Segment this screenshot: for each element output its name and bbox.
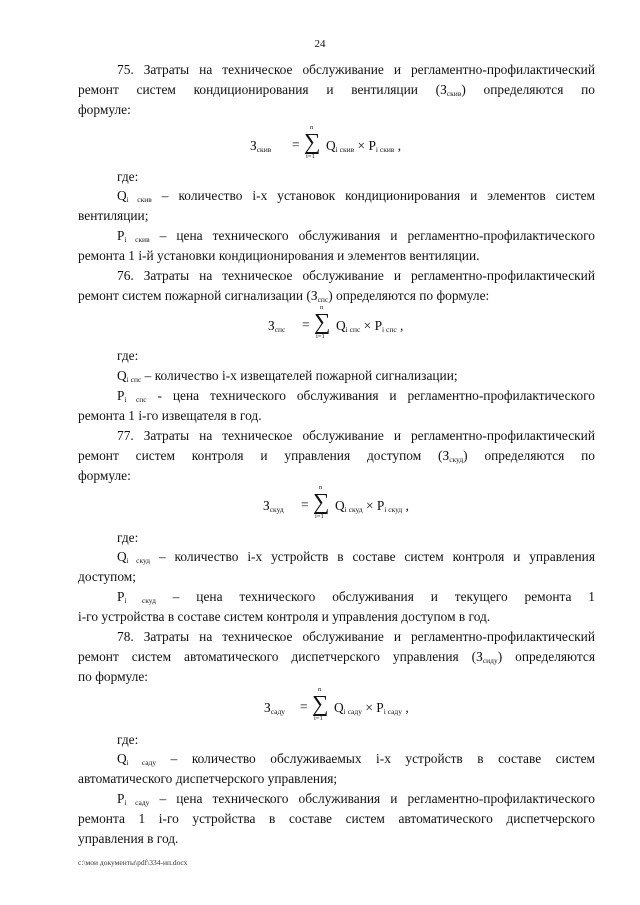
equals-sign: =	[302, 317, 310, 332]
definition-p-77: $P_{i скуд}$ – цена технического обслуживания и текущего ремонта 1	[117, 589, 596, 605]
definition-p-75: $P_{i скив}$ – цена технического обслуживания и регламентно-профилактического	[117, 228, 595, 244]
section-77-line-1: 77. Затраты на техническое обслуживание и регламентно-профилактический	[117, 428, 595, 443]
formula-body: $Q_{i саду} \times P_{i саду}$ ,	[334, 700, 409, 716]
footer-file-path: c:\мои документы\pdf\334-ип.docx	[78, 858, 188, 867]
definition-q-78: $Q_{i саду}$ – количество обслуживаемых i-х устройств в составе систем	[117, 751, 595, 767]
definition-p-78-cont: ремонта 1 i-го устройства в составе систем автоматического диспетчерского	[78, 811, 595, 826]
formula-lhs: $З_{спс}$	[268, 318, 286, 334]
definition-q-78-cont: автоматического диспетчерского управления;	[78, 771, 338, 786]
section-78-line-2: ремонт систем автоматического диспетчерского управления $(З_{сиду})$ определяются	[78, 649, 595, 665]
sum-upper-limit: n	[320, 304, 324, 311]
sigma-icon: ∑	[304, 129, 321, 154]
definition-p-76-cont: ремонта 1 i-го извещателя в год.	[78, 408, 262, 423]
equals-sign: =	[301, 497, 309, 512]
where-label-76: где:	[117, 348, 139, 363]
formula-76	[0, 304, 640, 344]
definition-p-76: $P_{i спс}$ - цена технического обслуживания и регламентно-профилактического	[117, 388, 595, 404]
sigma-icon: ∑	[312, 691, 329, 716]
formula-77	[0, 484, 640, 524]
section-75-line-3: формуле:	[78, 102, 131, 117]
section-75-line-1: 75. Затраты на техническое обслуживание и регламентно-профилактический	[117, 62, 595, 77]
definition-q-75: $Q_{i скив}$ – количество i-х установок кондиционирования и элементов систем	[117, 188, 595, 204]
equals-sign: =	[300, 699, 308, 714]
formula-75	[0, 124, 640, 164]
section-78-line-1: 78. Затраты на техническое обслуживание и регламентно-профилактический	[117, 629, 595, 644]
where-label-75: где:	[117, 169, 139, 184]
definition-p-75-cont: ремонта 1 i-й установки кондиционирования и элементов вентиляции.	[78, 248, 480, 263]
section-78-line-3: по формуле:	[78, 669, 148, 684]
definition-p-77-cont: i-го устройства в составе систем контроля и управления доступом в год.	[78, 609, 491, 624]
definition-q-76: $Q_{i спс}$ – количество i-х извещателей пожарной сигнализации;	[117, 368, 458, 384]
section-76-line-1: 76. Затраты на техническое обслуживание и регламентно-профилактический	[117, 268, 595, 283]
formula-body: $Q_{i скив} \times P_{i скив}$ ,	[326, 138, 402, 154]
definition-p-78-cont-2: управления в год.	[78, 831, 179, 846]
sum-upper-limit: n	[319, 484, 323, 491]
equals-sign: =	[292, 137, 300, 152]
formula-78	[0, 686, 640, 726]
formula-lhs: $З_{саду}$	[264, 700, 286, 716]
section-77-line-2: ремонт систем контроля и управления доступом $(З_{скуд})$ определяются по	[78, 448, 595, 464]
sum-lower-limit: i=1	[316, 333, 325, 340]
sum-upper-limit: n	[310, 124, 314, 131]
formula-lhs: $З_{скив}$	[250, 138, 272, 154]
definition-q-77: $Q_{i скуд}$ – количество i-х устройств в составе систем контроля и управления	[117, 549, 595, 565]
where-label-78: где:	[117, 732, 139, 747]
definition-q-75-cont: вентиляции;	[78, 208, 149, 223]
sum-lower-limit: i=1	[306, 153, 315, 160]
definition-q-77-cont: доступом;	[78, 569, 136, 584]
sum-upper-limit: n	[318, 686, 322, 693]
sigma-icon: ∑	[313, 489, 330, 514]
where-label-77: где:	[117, 530, 139, 545]
section-75-line-2: ремонт систем кондиционирования и вентиляции $(З_{скив})$ определяются по	[78, 82, 595, 98]
definition-p-78: $P_{i саду}$ – цена технического обслуживания и регламентно-профилактического	[117, 791, 595, 807]
section-76-line-2: ремонт систем пожарной сигнализации $(З_{спс})$ определяются по формуле:	[78, 288, 490, 304]
sum-lower-limit: i=1	[314, 715, 323, 722]
sigma-icon: ∑	[314, 309, 331, 334]
formula-body: $Q_{i спс} \times P_{i спс}$ ,	[336, 318, 404, 334]
sum-lower-limit: i=1	[315, 513, 324, 520]
section-77-line-3: формуле:	[78, 468, 131, 483]
formula-lhs: $З_{скуд}$	[263, 498, 284, 514]
formula-body: $Q_{i скуд} \times P_{i скуд}$ ,	[335, 498, 409, 514]
page-number: 24	[314, 38, 326, 50]
